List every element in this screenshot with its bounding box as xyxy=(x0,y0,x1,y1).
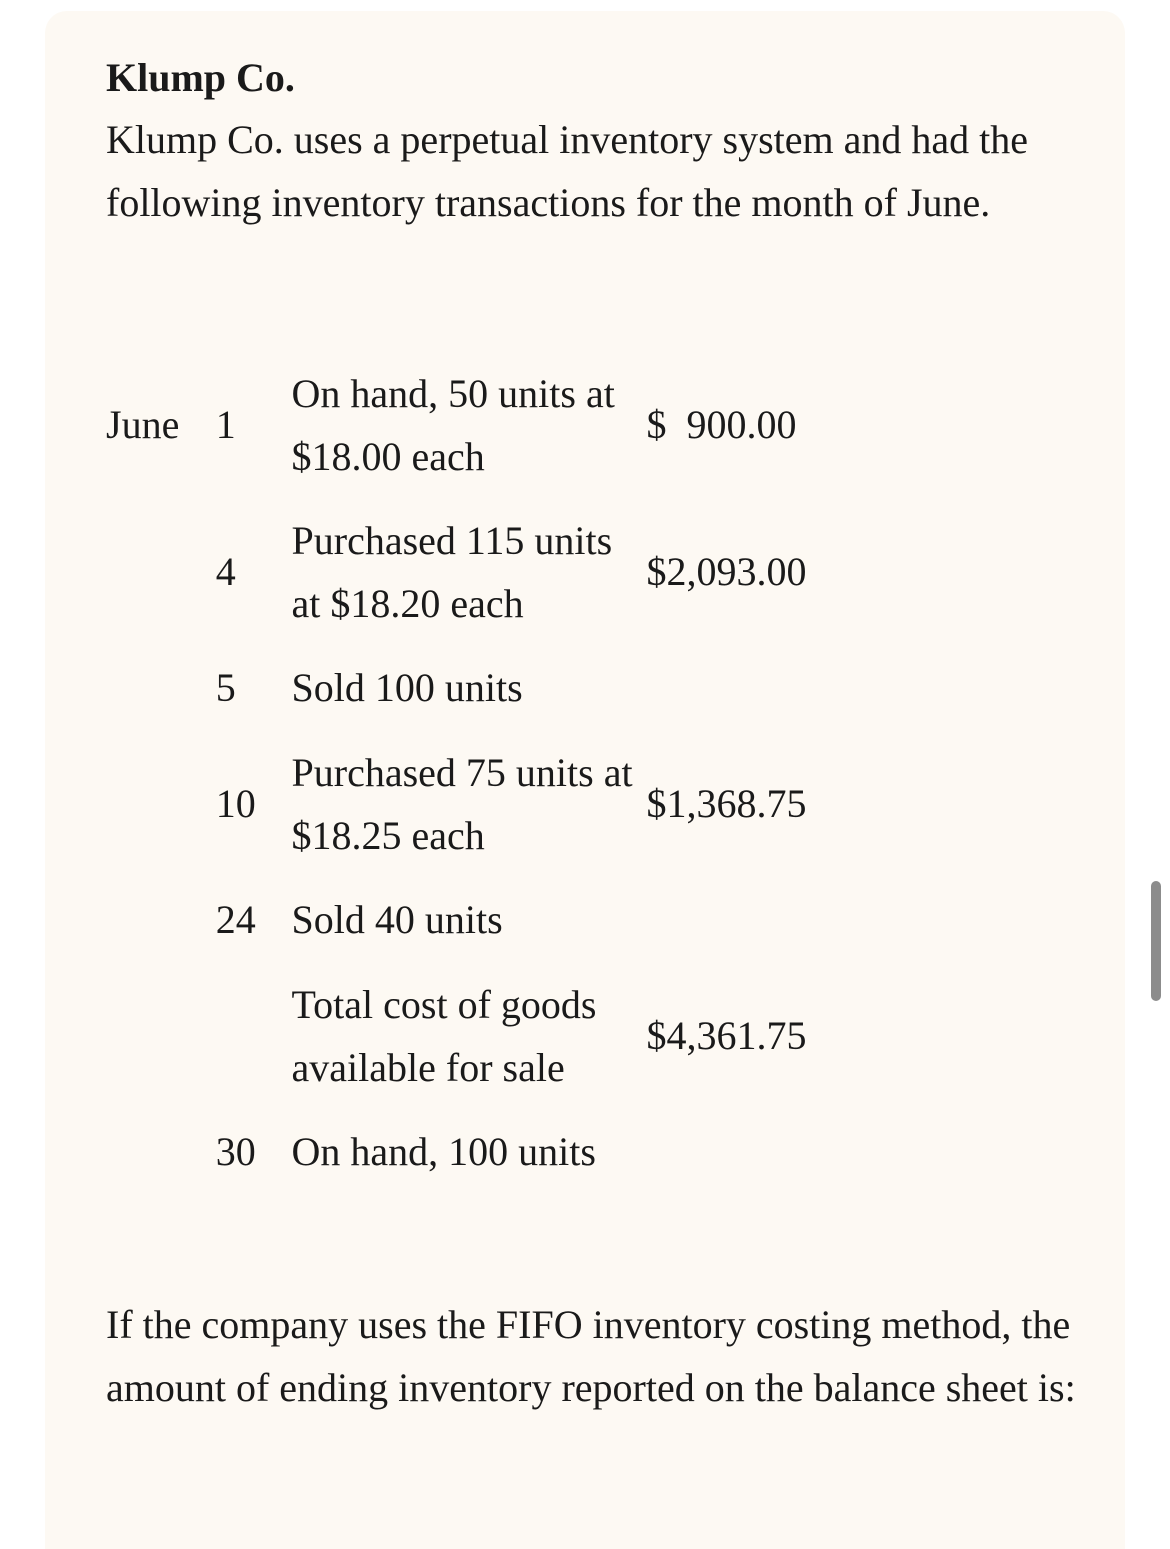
description-cell: Sold 100 units xyxy=(291,665,523,710)
question-text: If the company uses the FIFO inventory costing method, the amount of ending inventory reported on the balance sheet is: xyxy=(106,1302,1076,1410)
table-row xyxy=(106,656,846,719)
day-cell: 4 xyxy=(215,549,236,594)
transaction-table xyxy=(106,362,846,1183)
month-cell: June xyxy=(106,402,180,447)
table-row xyxy=(106,1120,846,1183)
amount-cell: $4,361.75 xyxy=(646,1013,807,1058)
description-cell: Purchased 75 units at $18.25 each xyxy=(291,749,633,858)
problem-intro: Klump Co. uses a perpetual inventory system and had the following inventory transactions for the month of June. xyxy=(106,117,1029,225)
table-row xyxy=(106,509,846,634)
day-cell: 10 xyxy=(215,781,256,826)
description-cell: On hand, 100 units xyxy=(291,1129,596,1174)
table-row xyxy=(106,888,846,951)
table-row xyxy=(106,973,846,1098)
day-cell: 5 xyxy=(215,665,236,710)
day-cell: 30 xyxy=(215,1129,256,1174)
amount-cell: $2,093.00 xyxy=(646,549,807,594)
scrollbar-thumb[interactable] xyxy=(1151,881,1161,1001)
company-title: Klump Co. xyxy=(106,55,295,100)
description-cell: Purchased 115 units at $18.20 each xyxy=(291,517,613,626)
table-row xyxy=(106,741,846,866)
day-cell: 24 xyxy=(215,897,256,942)
description-cell: Total cost of goods available for sale xyxy=(291,981,597,1090)
day-cell: 1 xyxy=(215,402,236,447)
amount-cell: $1,368.75 xyxy=(646,781,807,826)
description-cell: Sold 40 units xyxy=(291,897,503,942)
table-row xyxy=(106,362,846,487)
description-cell: On hand, 50 units at $18.00 each xyxy=(291,370,615,479)
amount-cell: $ 900.00 xyxy=(646,402,797,447)
